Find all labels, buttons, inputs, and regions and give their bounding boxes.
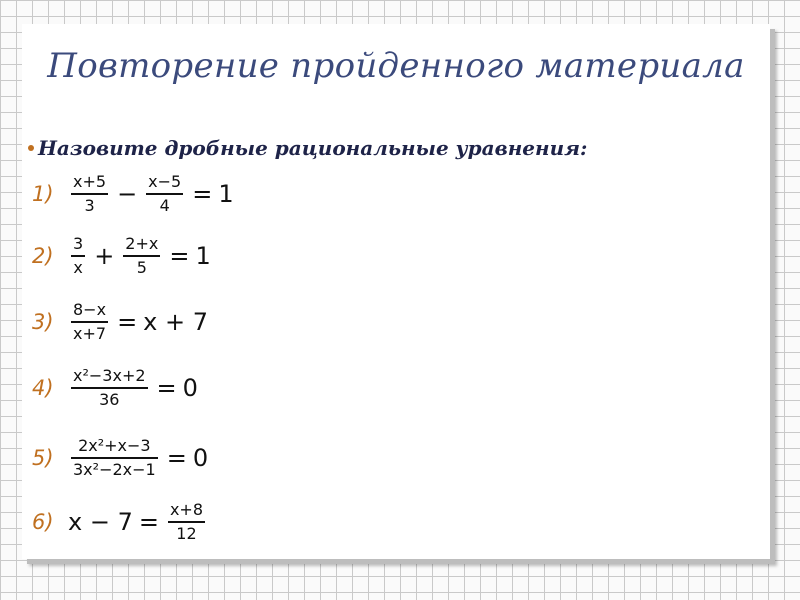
- right-hand-side: x + 7: [143, 307, 209, 336]
- fraction-numerator: x+8: [169, 500, 204, 519]
- equation-6: [32, 500, 208, 544]
- fraction-numerator: x²−3x+2: [73, 366, 146, 385]
- fraction-numerator: 2+x: [125, 234, 159, 253]
- equation-math: [68, 436, 208, 480]
- equals-sign: =: [117, 307, 138, 336]
- equation-1: [32, 172, 234, 216]
- equals-sign: =: [192, 179, 213, 208]
- fraction-bar: [71, 321, 108, 323]
- bullet-icon: [28, 145, 34, 151]
- fraction-bar: [71, 193, 108, 195]
- fraction-bar: [168, 521, 205, 523]
- equation-math: [68, 234, 211, 278]
- fraction-denominator: x+7: [73, 323, 107, 343]
- equation-math: [68, 366, 198, 410]
- left-hand-side: x − 7: [68, 507, 133, 536]
- equation-number: 5): [32, 445, 54, 470]
- equation-math: [68, 500, 208, 544]
- fraction-numerator: x+5: [73, 172, 107, 191]
- slide-panel: [22, 24, 770, 559]
- slide-title: Повторение пройденного материала: [47, 46, 745, 86]
- right-hand-side: 1: [195, 241, 211, 270]
- fraction: [71, 436, 158, 480]
- fraction-denominator: 5: [136, 257, 147, 277]
- fraction-denominator: 3x²−2x−1: [73, 459, 156, 479]
- fraction: [168, 500, 205, 544]
- equation-3: [32, 300, 208, 344]
- equation-4: [32, 366, 198, 410]
- fraction-denominator: 3: [84, 195, 95, 215]
- fraction: [123, 234, 160, 278]
- right-hand-side: 1: [218, 179, 234, 208]
- right-hand-side: 0: [192, 443, 209, 472]
- equation-number: 2): [32, 243, 54, 268]
- equals-sign: =: [169, 241, 190, 270]
- equals-sign: =: [166, 443, 187, 472]
- fraction-denominator: 12: [176, 523, 197, 543]
- fraction: [146, 172, 183, 216]
- fraction-numerator: 2x²+x−3: [78, 436, 151, 455]
- equation-2: [32, 234, 211, 278]
- fraction-bar: [71, 387, 148, 389]
- equals-sign: =: [156, 373, 177, 402]
- equation-number: 6): [32, 509, 54, 534]
- fraction-numerator: 8−x: [73, 300, 107, 319]
- equation-5: [32, 436, 208, 480]
- right-hand-side: 0: [182, 373, 198, 402]
- equation-number: 4): [32, 375, 54, 400]
- fraction-bar: [71, 255, 85, 257]
- equals-sign: =: [138, 507, 159, 536]
- fraction-bar: [146, 193, 183, 195]
- equation-number: 1): [32, 181, 54, 206]
- fraction-denominator: x: [73, 257, 83, 277]
- equation-math: [68, 300, 208, 344]
- fraction: [71, 300, 108, 344]
- equation-number: 3): [32, 309, 54, 334]
- fraction-bar: [71, 457, 158, 459]
- fraction: [71, 172, 108, 216]
- equation-math: [68, 172, 234, 216]
- operator: +: [94, 241, 115, 270]
- fraction: [71, 234, 85, 278]
- fraction: [71, 366, 148, 410]
- instruction-text: Назовите дробные рациональные уравнения:: [38, 136, 588, 160]
- fraction-denominator: 4: [159, 195, 170, 215]
- fraction-bar: [123, 255, 160, 257]
- operator: −: [117, 179, 138, 208]
- fraction-numerator: x−5: [148, 172, 182, 191]
- fraction-numerator: 3: [73, 234, 84, 253]
- fraction-denominator: 36: [99, 389, 120, 409]
- instruction-line: [28, 136, 587, 160]
